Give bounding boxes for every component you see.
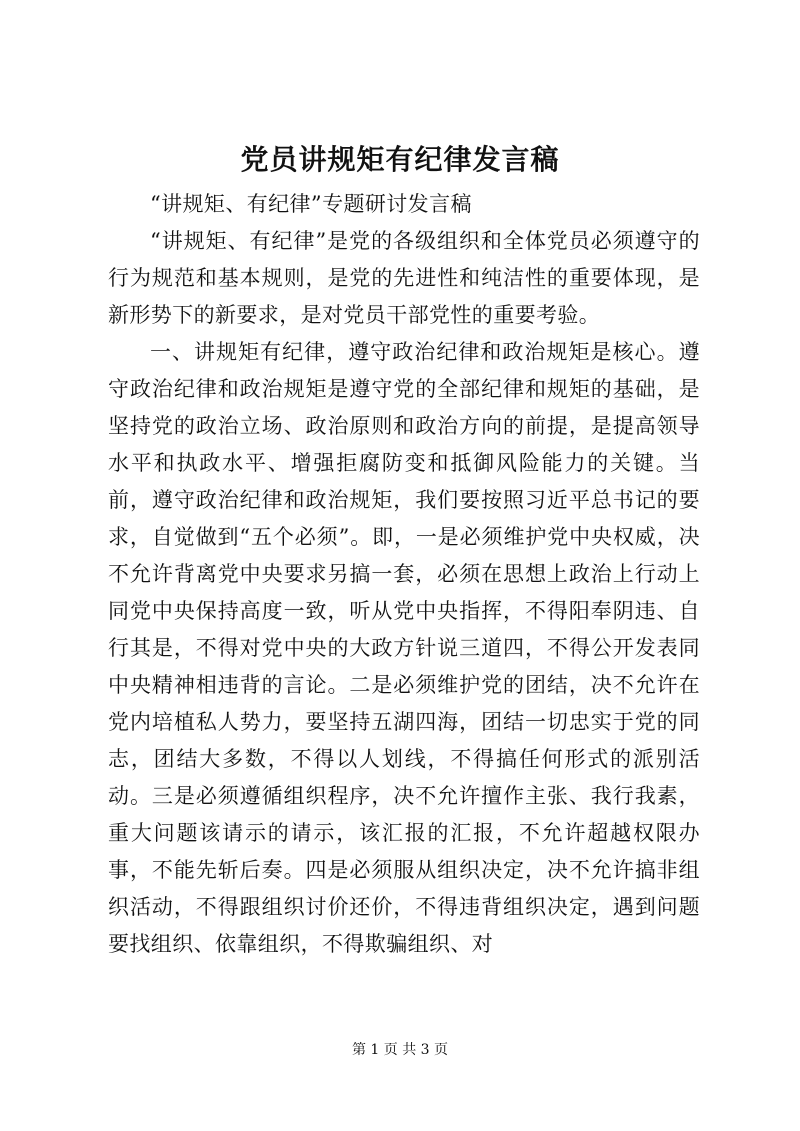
document-body bbox=[108, 186, 700, 963]
document-title: 党员讲规矩有纪律发言稿 bbox=[240, 143, 560, 176]
intro-paragraph: “讲规矩、有纪律”是党的各级组织和全体党员必须遵守的行为规范和基本规则，是党的先进性和纯洁性的重要体现，是新形势下的新要求，是对党员干部党性的重要考验。 bbox=[108, 229, 700, 327]
section-one-paragraph: 一、讲规矩有纪律，遵守政治纪律和政治规矩是核心。遵守政治纪律和政治规矩是遵守党的全部纪律和规矩的基础，是坚持党的政治立场、政治原则和政治方向的前提，是提高领导水平和执政水平、增强拒腐防变和抵御风险能力的关键。当前，遵守政治纪律和政治规矩，我们要按照习近平总书记的要求，自觉做到“五个必须”。即，一是必须维护党中央权威，决不允许背离党中央要求另搞一套，必须在思想上政治上行动上同党中央保持高度一致，听从党中央指挥，不得阳奉阴违、自行其是，不得对党中央的大政方针说三道四，不得公开发表同中央精神相违背的言论。二是必须维护党的团结，决不允许在党内培植私人势力，要坚持五湖四海，团结一切忠实于党的同志，团结大多数，不得以人划线，不得搞任何形式的派别活动。三是必须遵循组织程序，决不允许擅作主张、我行我素，重大问题该请示的请示，该汇报的汇报，不允许超越权限办事，不能先斩后奏。四是必须服从组织决定，决不允许搞非组织活动，不得跟组织讨价还价，不得违背组织决定，遇到问题要找组织、依靠组织，不得欺骗组织、对 bbox=[108, 340, 700, 956]
subtitle-paragraph: “讲规矩、有纪律”专题研讨发言稿 bbox=[150, 192, 472, 216]
page-number-footer: 第 1 页 共 3 页 bbox=[351, 1042, 449, 1058]
